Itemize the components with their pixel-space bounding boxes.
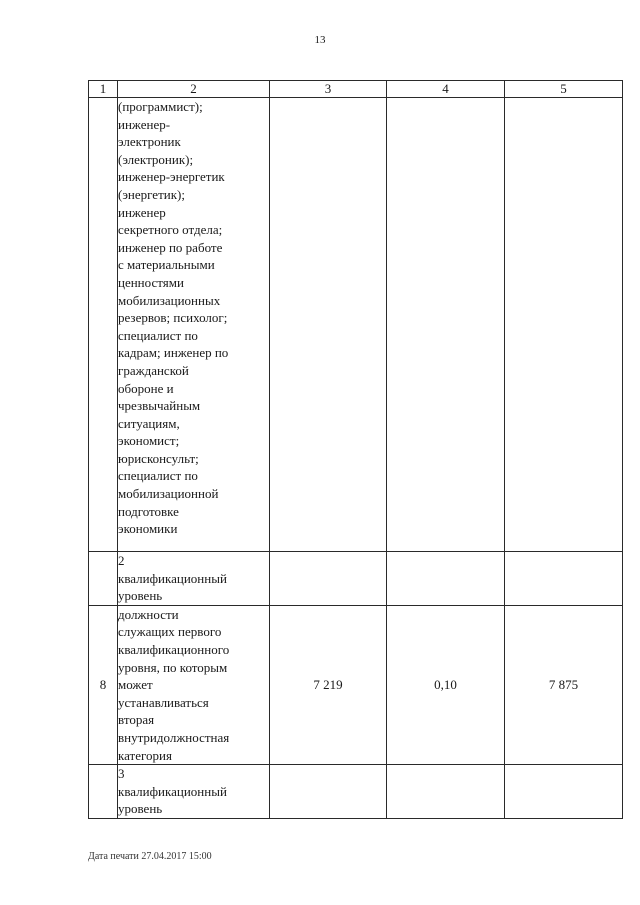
total-salary-cell: 7 875 [505,605,623,764]
header-col-2: 2 [118,81,270,98]
value-cell-5 [505,552,623,606]
position-cell [118,98,270,552]
row-number-cell [89,765,118,819]
value-cell-3 [270,98,387,552]
value-cell-5 [505,765,623,819]
row-number-cell: 8 [89,605,118,764]
coefficient-cell: 0,10 [387,605,505,764]
value-cell-5 [505,98,623,552]
position-text: должности служащих первого квалификационного уровня, по которым может устанавливаться вторая внутридолжностная категория [118,606,230,763]
position-text: 3 квалификационный уровень [118,766,227,817]
value-cell-4 [387,765,505,819]
header-col-4: 4 [387,81,505,98]
value-cell-4 [387,552,505,606]
position-text: (программист); инженер- электроник (электроник); инженер-энергетик (энергетик); инженер секретного отдела; инженер по работе с материальными ценностями мобилизационных резервов; психолог; специалист по кадрам; инженер по гражданской обороне и чрезвычайным ситуациям, экономист; юрисконсульт; специалист по мобилизационной подготовке экономики [118,99,229,537]
page-number: 13 [314,34,326,46]
header-col-1: 1 [89,81,118,98]
header-col-3: 3 [270,81,387,98]
value-cell-3 [270,552,387,606]
position-cell [118,605,270,764]
position-cell [118,765,270,819]
value-cell-3 [270,765,387,819]
row-number-cell [89,98,118,552]
position-cell [118,552,270,606]
value-cell-4 [387,98,505,552]
row-number-cell [89,552,118,606]
table-row [89,98,623,552]
data-table [88,80,623,819]
base-salary-cell: 7 219 [270,605,387,764]
table-row [89,552,623,606]
position-text: 2 квалификационный уровень [118,553,227,604]
table-header-row [89,81,623,98]
print-date-footer: Дата печати 27.04.2017 15:00 [88,851,212,862]
table-row [89,605,623,764]
header-col-5: 5 [505,81,623,98]
table-row [89,765,623,819]
